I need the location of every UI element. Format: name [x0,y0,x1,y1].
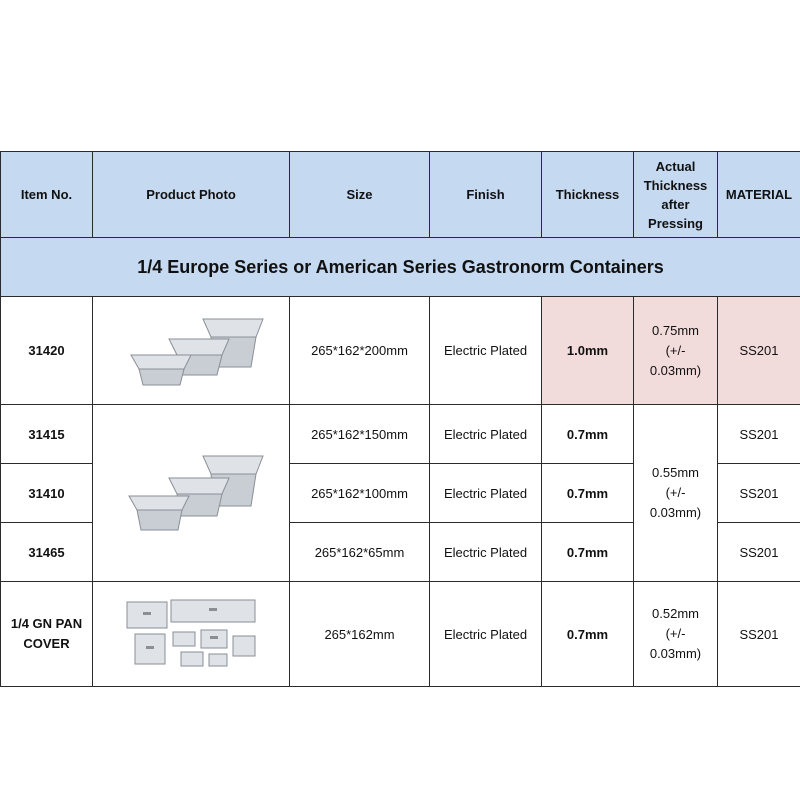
stacked-pans-icon [111,311,271,391]
size: 265*162*65mm [290,523,430,582]
actual-thickness: 0.52mm (+/- 0.03mm) [634,582,718,687]
product-photo [93,405,290,582]
finish: Electric Plated [430,523,542,582]
product-spec-table [0,151,800,687]
product-photo [93,297,290,405]
item-no: 31465 [1,523,93,582]
series-title: 1/4 Europe Series or American Series Gastronorm Containers [1,238,800,297]
material: SS201 [718,523,800,582]
item-no: 31415 [1,405,93,464]
pan-covers-icon [121,596,261,672]
size: 265*162*200mm [290,297,430,405]
finish: Electric Plated [430,405,542,464]
actual-thickness: 0.75mm (+/- 0.03mm) [634,297,718,405]
size: 265*162*100mm [290,464,430,523]
finish: Electric Plated [430,464,542,523]
table-row [1,405,800,464]
thickness: 0.7mm [542,405,634,464]
header-actual-thickness: Actual Thickness after Pressing [634,152,718,238]
item-no: 1/4 GN PAN COVER [1,582,93,687]
item-no: 31410 [1,464,93,523]
finish: Electric Plated [430,582,542,687]
material: SS201 [718,464,800,523]
header-thickness: Thickness [542,152,634,238]
thickness: 1.0mm [542,297,634,405]
thickness: 0.7mm [542,523,634,582]
header-row [1,152,800,238]
size: 265*162*150mm [290,405,430,464]
header-size: Size [290,152,430,238]
header-product-photo: Product Photo [93,152,290,238]
series-row [1,238,800,297]
size: 265*162mm [290,582,430,687]
thickness: 0.7mm [542,464,634,523]
header-finish: Finish [430,152,542,238]
table-row [1,297,800,405]
item-no: 31420 [1,297,93,405]
stacked-pans-icon [111,448,271,538]
thickness: 0.7mm [542,582,634,687]
actual-thickness: 0.55mm (+/- 0.03mm) [634,405,718,582]
header-material: MATERIAL [718,152,800,238]
header-item-no: Item No. [1,152,93,238]
material: SS201 [718,582,800,687]
material: SS201 [718,405,800,464]
finish: Electric Plated [430,297,542,405]
material: SS201 [718,297,800,405]
product-photo [93,582,290,687]
table-row [1,582,800,687]
